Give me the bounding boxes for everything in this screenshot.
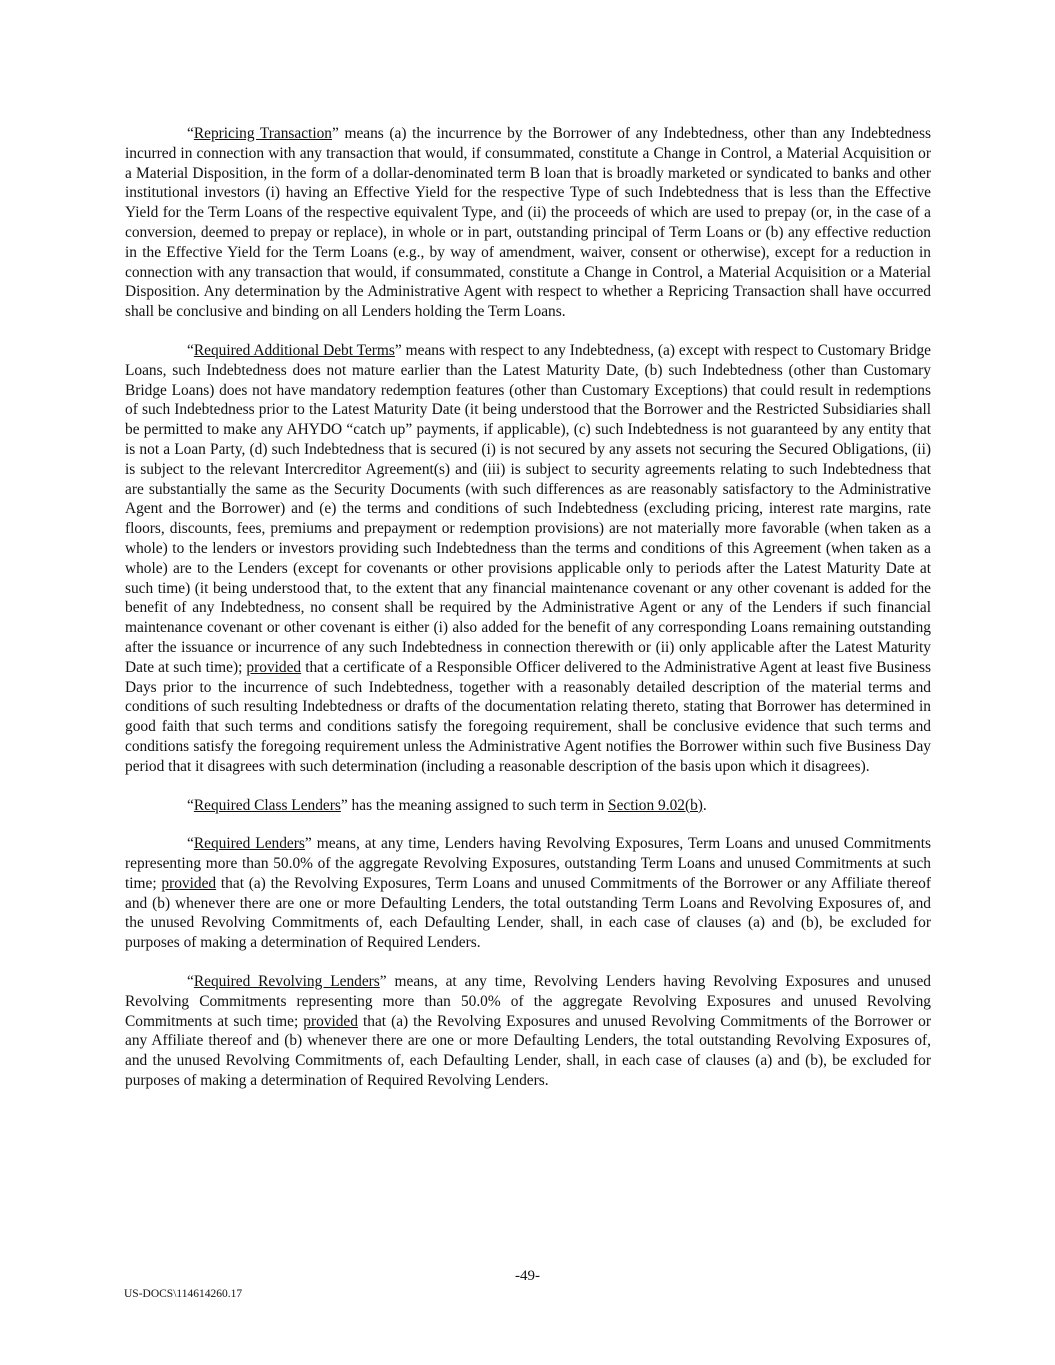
definition-text: ” means, at any time, Revolving Lenders having Revolving Exposures and unused Revolving Commitments representing more than 50.0% of the aggregate Revolving Exposures and unused Revolving Commitments at such time; bbox=[125, 973, 931, 1030]
definition-text: ” means with respect to any Indebtedness, (a) except with respect to Customary Bridge Loans, such Indebtedness does not mature earlier than the Latest Maturity Date, (b) such Indebtedness (other than Customary Bridge Loans) does not have mandatory redemption features (other than Customary Exceptions) that could result in redemptions of such Indebtedness prior to the Latest Maturity Date (it being understood that the Borrower and the Restricted Subsidiaries shall be permitted to make any AHYDO “catch up” payments, if applicable), (c) such Indebtedness is not guaranteed by any entity that is not a Loan Party, (d) such Indebtedness that is secured (i) is not secured by any assets not securing the Secured Obligations, (ii) is subject to the relevant Intercreditor Agreement(s) and (iii) is subject to security agreements relating to such Indebtedness that are substantially the same as the Security Documents (with such differences as are reasonably satisfactory to the Administrative Agent and the Borrower) and (e) the terms and conditions of such Indebtedness (excluding pricing, interest rate margins, rate floors, discounts, fees, premiums and prepayment or redemption provisions) are not materially more favorable (when taken as a whole) to the lenders or investors providing such Indebtedness than the terms and conditions of this Agreement (when taken as a whole) are to the Lenders (except for covenants or other provisions applicable only to periods after the Latest Maturity Date at such time) (it being understood that, to the extent that any financial maintenance covenant or any other covenant is added for the benefit of any Indebtedness, no consent shall be required by the Administrative Agent or any of the Lenders if such financial maintenance covenant or other covenant is either (i) also added for the benefit of any corresponding Loans remaining outstanding after the issuance or incurrence of any such Indebtedness in connection therewith or (ii) only applicable after the Latest Maturity Date at such time); bbox=[125, 341, 931, 676]
provided-term: provided bbox=[161, 874, 217, 892]
open-quote: “ bbox=[187, 973, 194, 991]
open-quote: “ bbox=[187, 341, 194, 359]
open-quote: “ bbox=[187, 835, 194, 853]
definition-text: ” has the meaning assigned to such term in bbox=[340, 796, 609, 814]
defined-term: Required Class Lenders bbox=[193, 796, 341, 814]
definition-required-class-lenders bbox=[125, 796, 931, 816]
defined-term: Repricing Transaction bbox=[193, 125, 332, 142]
open-quote: “ bbox=[187, 796, 194, 814]
open-quote: “ bbox=[187, 125, 194, 142]
provided-term: provided bbox=[246, 658, 302, 676]
definition-text-continued: . bbox=[702, 796, 707, 814]
defined-term: Required Revolving Lenders bbox=[193, 973, 380, 991]
definition-required-revolving-lenders bbox=[125, 972, 931, 1091]
document-id: US-DOCS\114614260.17 bbox=[124, 1288, 243, 1300]
defined-term: Required Additional Debt Terms bbox=[193, 341, 395, 359]
document-body bbox=[125, 124, 931, 1110]
definition-text-continued: that (a) the Revolving Exposures, Term Loans and unused Commitments of the Borrower or any Affiliate thereof and (b) whenever there are one or more Defaulting Lenders, the total outstanding Term Loans and Revolving Exposures of, and the unused Revolving Commitments of, each Defaulting Lender, shall, in each case of clauses (a) and (b), be excluded for purposes of making a determination of Required Lenders. bbox=[125, 874, 931, 952]
definition-text: ” means (a) the incurrence by the Borrower of any Indebtedness, other than any Indebtedness incurred in connection with any transaction that would, if consummated, constitute a Change in Control, a Material Acquisition or a Material Disposition, in the form of a dollar-denominated term B loan that is broadly marketed or syndicated to banks and other institutional investors (i) having an Effective Yield for the respective Type of such Indebtedness that is less than the Effective Yield for the Term Loans of the respective equivalent Type, and (ii) the proceeds of which are used to prepay (or, in the case of a conversion, deemed to prepay or replace), in whole or in part, outstanding principal of Term Loans or (b) any effective reduction in the Effective Yield for the Term Loans (e.g., by way of amendment, waiver, consent or otherwise), except for a reduction in connection with any transaction that would, if consummated, constitute a Change in Control, a Material Acquisition or a Material Disposition. Any determination by the Administrative Agent with respect to whether a Repricing Transaction shall have occurred shall be conclusive and binding on all Lenders holding the Term Loans. bbox=[125, 125, 931, 321]
page-number: -49- bbox=[515, 1268, 540, 1284]
section-reference: Section 9.02(b) bbox=[608, 796, 703, 814]
definition-text: ” means, at any time, Lenders having Revolving Exposures, Term Loans and unused Commitments representing more than 50.0% of the aggregate Revolving Exposures, outstanding Term Loans and unused Commitments at such time; bbox=[125, 835, 931, 892]
definition-text-continued: that a certificate of a Responsible Officer delivered to the Administrative Agent at least five Business Days prior to the incurrence of such Indebtedness, together with a reasonably detailed description of the material terms and conditions of such resulting Indebtedness or drafts of the documentation relating thereto, stating that Borrower has determined in good faith that such terms and conditions satisfy the foregoing requirement, shall be conclusive evidence that such terms and conditions satisfy the foregoing requirement unless the Administrative Agent notifies the Borrower within such five Business Day period that it disagrees with such determination (including a reasonable description of the basis upon which it disagrees). bbox=[125, 658, 931, 775]
provided-term: provided bbox=[303, 1012, 358, 1030]
definition-required-lenders bbox=[125, 834, 931, 953]
definition-text-continued: that (a) the Revolving Exposures and unused Revolving Commitments of the Borrower or any Affiliate thereof and (b) whenever there are one or more Defaulting Lenders, the total outstanding Revolving Exposures of, and the unused Revolving Commitments of, each Defaulting Lender, shall, in each case of clauses (a) and (b), be excluded for purposes of making a determination of Required Revolving Lenders. bbox=[125, 1012, 931, 1090]
definition-required-additional-debt-terms bbox=[125, 341, 931, 777]
defined-term: Required Lenders bbox=[193, 835, 305, 853]
definition-repricing-transaction bbox=[125, 124, 931, 322]
